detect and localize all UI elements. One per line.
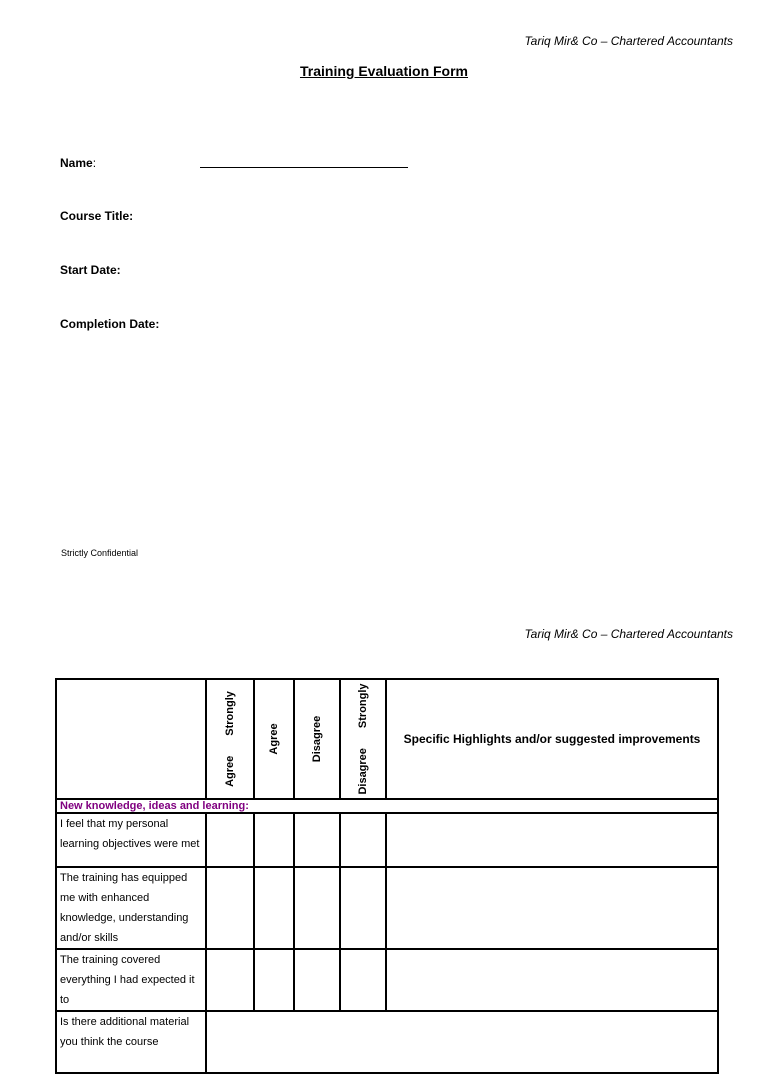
strongly-agree-header: AgreeStrongly (206, 679, 254, 799)
table-row (56, 867, 718, 949)
strongly-disagree-cell[interactable] (340, 949, 386, 1011)
strongly-agree-cell[interactable] (206, 867, 254, 949)
form-title: Training Evaluation Form (299, 63, 469, 79)
statement-cell: The training has equipped me with enhanced knowledge, understanding and/or skills (56, 867, 206, 949)
firm-header-page2: Tariq Mir& Co – Chartered Accountants (524, 627, 733, 641)
statement-cell: I feel that my personal learning objectives were met (56, 813, 206, 867)
strongly-agree-cell[interactable] (206, 949, 254, 1011)
highlights-header: Specific Highlights and/or suggested improvements (386, 679, 718, 799)
statement-cell: Is there additional material you think the course (56, 1011, 206, 1073)
evaluation-table (55, 678, 719, 1074)
section-row (56, 799, 718, 813)
agree-cell[interactable] (254, 949, 294, 1011)
statement-cell: The training covered everything I had expected it to (56, 949, 206, 1011)
disagree-cell[interactable] (294, 813, 340, 867)
disagree-cell[interactable] (294, 949, 340, 1011)
table-row (56, 813, 718, 867)
table-row (56, 1011, 718, 1073)
additional-material-cell[interactable] (206, 1011, 718, 1073)
course-title-label: Course Title: (60, 209, 134, 223)
highlights-cell[interactable] (386, 867, 718, 949)
name-label: Name: (60, 156, 97, 170)
table-header-row (56, 679, 718, 799)
strongly-disagree-cell[interactable] (340, 867, 386, 949)
firm-header: Tariq Mir& Co – Chartered Accountants (524, 34, 733, 48)
strongly-disagree-cell[interactable] (340, 813, 386, 867)
agree-cell[interactable] (254, 813, 294, 867)
start-date-label: Start Date: (60, 263, 121, 277)
strongly-agree-cell[interactable] (206, 813, 254, 867)
highlights-cell[interactable] (386, 949, 718, 1011)
name-field[interactable] (200, 155, 408, 168)
strongly-disagree-header: DisagreeStrongly (340, 679, 386, 799)
disagree-cell[interactable] (294, 867, 340, 949)
statement-header-cell (56, 679, 206, 799)
highlights-cell[interactable] (386, 813, 718, 867)
disagree-header: Disagree (294, 679, 340, 799)
completion-date-label: Completion Date: (60, 317, 160, 331)
agree-cell[interactable] (254, 867, 294, 949)
agree-header: Agree (254, 679, 294, 799)
table-row (56, 949, 718, 1011)
confidential-note: Strictly Confidential (61, 548, 139, 558)
section-title: New knowledge, ideas and learning: (56, 799, 718, 813)
